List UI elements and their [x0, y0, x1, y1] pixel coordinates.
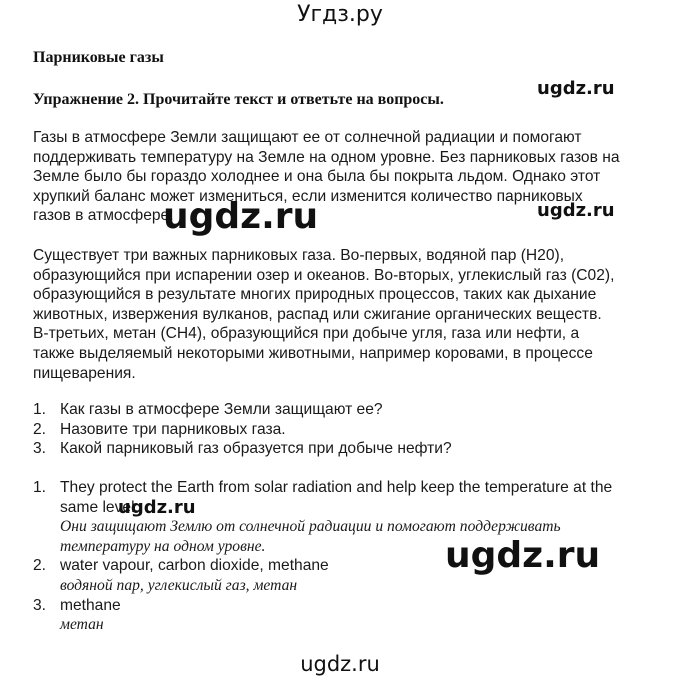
- question-text: Назовите три парниковых газа.: [60, 420, 286, 438]
- paragraph-2-line: пищеварения.: [33, 364, 136, 382]
- paragraph-1-line: хрупкий баланс может измениться, если изменится количество парниковых: [33, 187, 583, 205]
- answer-translation: Они защищают Землю от солнечной радиации и помогают поддерживать: [60, 518, 561, 536]
- list-item-number: 1.: [33, 479, 47, 496]
- list-item-number: 2.: [33, 420, 47, 438]
- list-item-number: 3.: [33, 440, 47, 458]
- site-header: Угдз.ру: [297, 2, 383, 27]
- list-item-number: 3.: [33, 596, 47, 614]
- paragraph-1-line: поддерживать температуру на Земле на одном уровне. Без парниковых газов на: [33, 148, 620, 166]
- paragraph-2-line: животных, извержения вулканов, распад или сжигание органических веществ.: [33, 305, 602, 323]
- questions-list: [33, 400, 452, 459]
- list-item: [33, 596, 612, 635]
- paragraph-2-line: образующийся при испарении озер и океанов. Во-вторых, углекислый газ (С02),: [33, 266, 615, 284]
- list-item: [33, 420, 452, 440]
- list-item-number: 1.: [33, 401, 47, 418]
- paragraph-1-line: Газы в атмосфере Земли защищают ее от солнечной радиации и помогают: [33, 129, 582, 146]
- watermark: ugdz.ru: [537, 200, 615, 221]
- paragraph-2-line: Существует три важных парниковых газа. Во-первых, водяной пар (Н20),: [33, 247, 565, 264]
- paragraph-2-line: образующийся в результате многих природных процессов, таких как дыхание: [33, 286, 597, 304]
- answer-text: same level.: [60, 498, 139, 516]
- list-item: [33, 439, 452, 459]
- answer-translation: водяной пар, углекислый газ, метан: [60, 576, 298, 594]
- paragraph-1-line: газов в атмосфере.: [33, 207, 174, 225]
- answer-text: methane: [60, 596, 121, 614]
- watermark: ugdz.ru: [537, 78, 615, 99]
- question-text: Какой парниковый газ образуется при добыче нефти?: [60, 440, 452, 458]
- paragraph-2: [33, 246, 633, 383]
- list-item: [33, 400, 452, 420]
- answer-translation: метан: [60, 616, 104, 634]
- paragraph-1-line: Земле было бы гораздо холоднее и она была бы покрыта льдом. Однако этот: [33, 168, 601, 186]
- paragraph-2-line: также выделяемый некоторыми животными, например коровами, в процессе: [33, 344, 593, 362]
- list-item-number: 2.: [33, 557, 47, 575]
- question-text: Как газы в атмосфере Земли защищают ее?: [60, 401, 383, 418]
- answer-text: water vapour, carbon dioxide, methane: [60, 557, 329, 575]
- watermark: ugdz.ru: [445, 535, 601, 576]
- page-title: Парниковые газы: [33, 49, 164, 66]
- answer-text: They protect the Earth from solar radiation and help keep the temperature at the: [60, 479, 613, 496]
- exercise-heading: Упражнение 2. Прочитайте текст и ответьте на вопросы.: [33, 91, 444, 108]
- watermark: ugdz.ru: [118, 497, 196, 518]
- watermark: ugdz.ru: [163, 196, 319, 237]
- answer-translation: температуру на одном уровне.: [60, 537, 266, 555]
- paragraph-2-line: В-третьих, метан (СН4), образующийся при добыче угля, газа или нефти, а: [33, 325, 580, 343]
- site-footer: ugdz.ru: [300, 652, 380, 676]
